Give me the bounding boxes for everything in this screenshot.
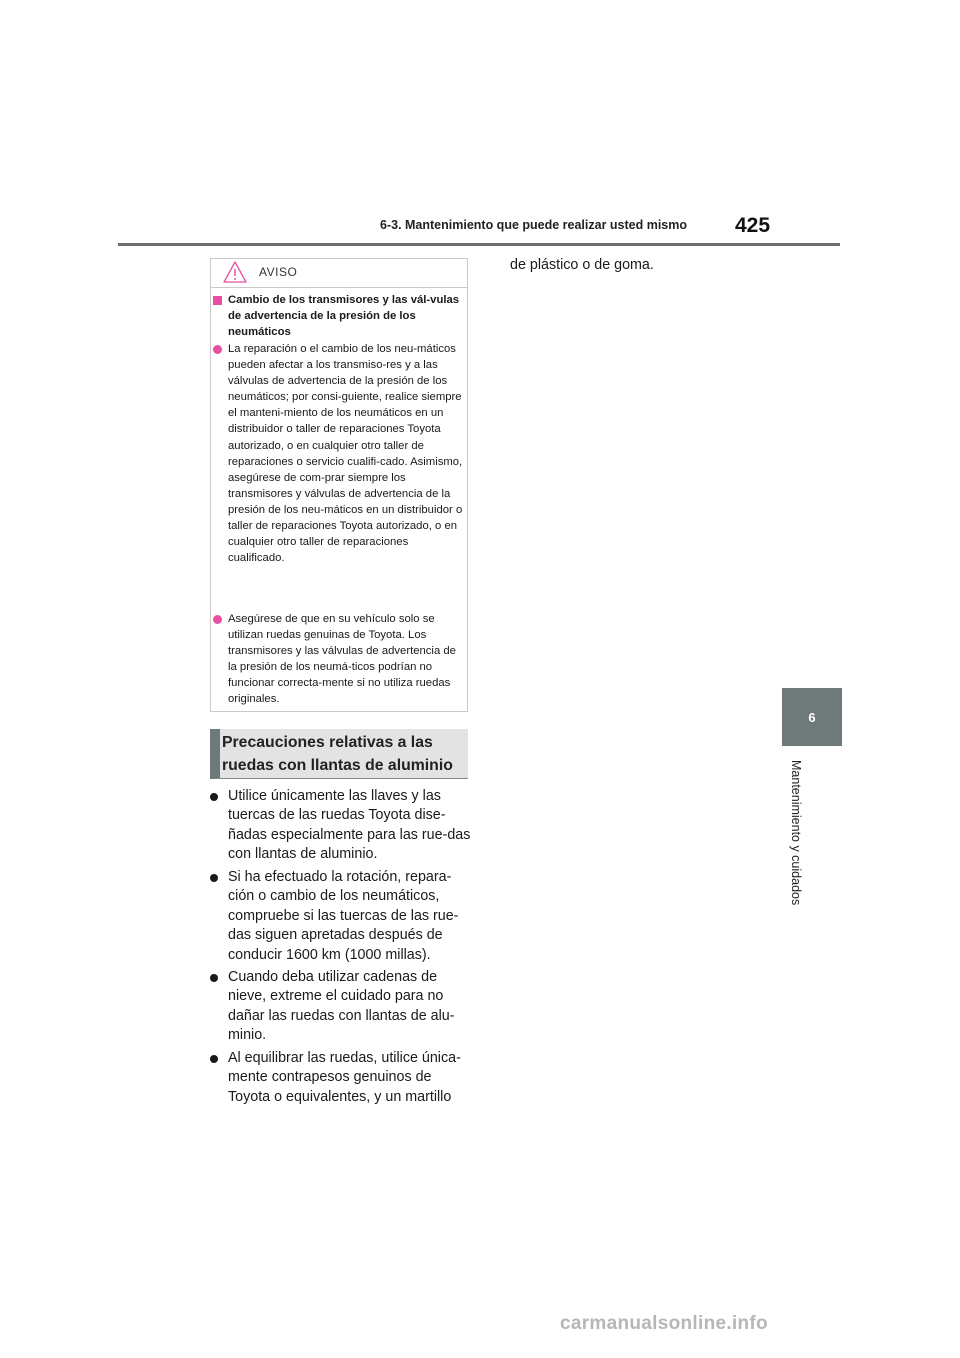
chapter-label: Mantenimiento y cuidados: [789, 760, 803, 906]
header-rule: [118, 243, 840, 246]
body-bullet: [210, 1049, 472, 1107]
bullet-dot-icon: [210, 874, 218, 882]
bullet-dot-icon: [210, 974, 218, 982]
body-bullet-text: Utilice únicamente las llaves y las tuercas de las ruedas Toyota dise-ñadas especialmente para las rue-das con llantas de aluminio.: [228, 788, 471, 863]
warning-bullet-text: Asegúrese de que en su vehículo solo se utilizan ruedas genuinas de Toyota. Los transmisores y las válvulas de advertencia de la presión de los neumá-ticos podrían no funcionar correcta-mente si no utiliza ruedas originales.: [228, 613, 456, 706]
warning-bullet: [213, 341, 463, 566]
chapter-number: 6: [808, 710, 816, 725]
bullet-dot-icon: [210, 793, 218, 801]
body-bullet-text: Al equilibrar las ruedas, utilice única-mente contrapesos genuinos de Toyota o equivalentes, y un martillo: [228, 1050, 461, 1105]
warning-triangle-icon: [222, 260, 248, 284]
right-column-continuation: de plástico o de goma.: [510, 257, 654, 273]
body-bullet: [210, 868, 472, 965]
warning-bullet: [213, 611, 463, 708]
warning-divider: [210, 287, 468, 288]
circle-bullet-icon: [213, 615, 222, 624]
body-bullet: [210, 968, 472, 1046]
square-bullet-icon: [213, 296, 222, 305]
warning-title: AVISO: [259, 265, 298, 279]
watermark-link[interactable]: carmanualsonline.info: [560, 1313, 768, 1334]
section-title: Precauciones relativas a las ruedas con llantas de aluminio: [222, 734, 453, 774]
header-section-title: 6-3. Mantenimiento que puede realizar usted mismo: [380, 218, 688, 232]
bullet-dot-icon: [210, 1055, 218, 1063]
warning-bullet-text: La reparación o el cambio de los neu-máticos pueden afectar a los transmiso-res y a las válvulas de advertencia de la presión de los neumáticos; por consi-guiente, realice siempre el manteni-miento de los neumáticos en un distribuidor o taller de reparaciones Toyota autorizado, o en cualquier otro taller de reparaciones o servicio cualifi-cado. Asimismo, asegúrese de com-prar siempre los transmisores y válvulas de advertencia de la presión de los neu-máticos en un distribuidor o taller de reparaciones Toyota autorizado, o en cualquier otro taller de reparaciones cualificado.: [228, 343, 463, 565]
warning-heading-text: Cambio de los transmisores y las vál-vulas de advertencia de la presión de los neumáticos: [228, 294, 460, 339]
warning-heading: [213, 292, 463, 340]
body-bullet-text: Cuando deba utilizar cadenas de nieve, extreme el cuidado para no dañar las ruedas con llantas de alu-minio.: [228, 969, 455, 1044]
page-number: 425: [735, 214, 771, 237]
body-bullet: [210, 787, 472, 865]
body-bullet-text: Si ha efectuado la rotación, repara-ción o cambio de los neumáticos, compruebe si las tuercas de las rue-das siguen apretadas después de conducir 1600 km (1000 millas).: [228, 869, 459, 963]
circle-bullet-icon: [213, 345, 222, 354]
